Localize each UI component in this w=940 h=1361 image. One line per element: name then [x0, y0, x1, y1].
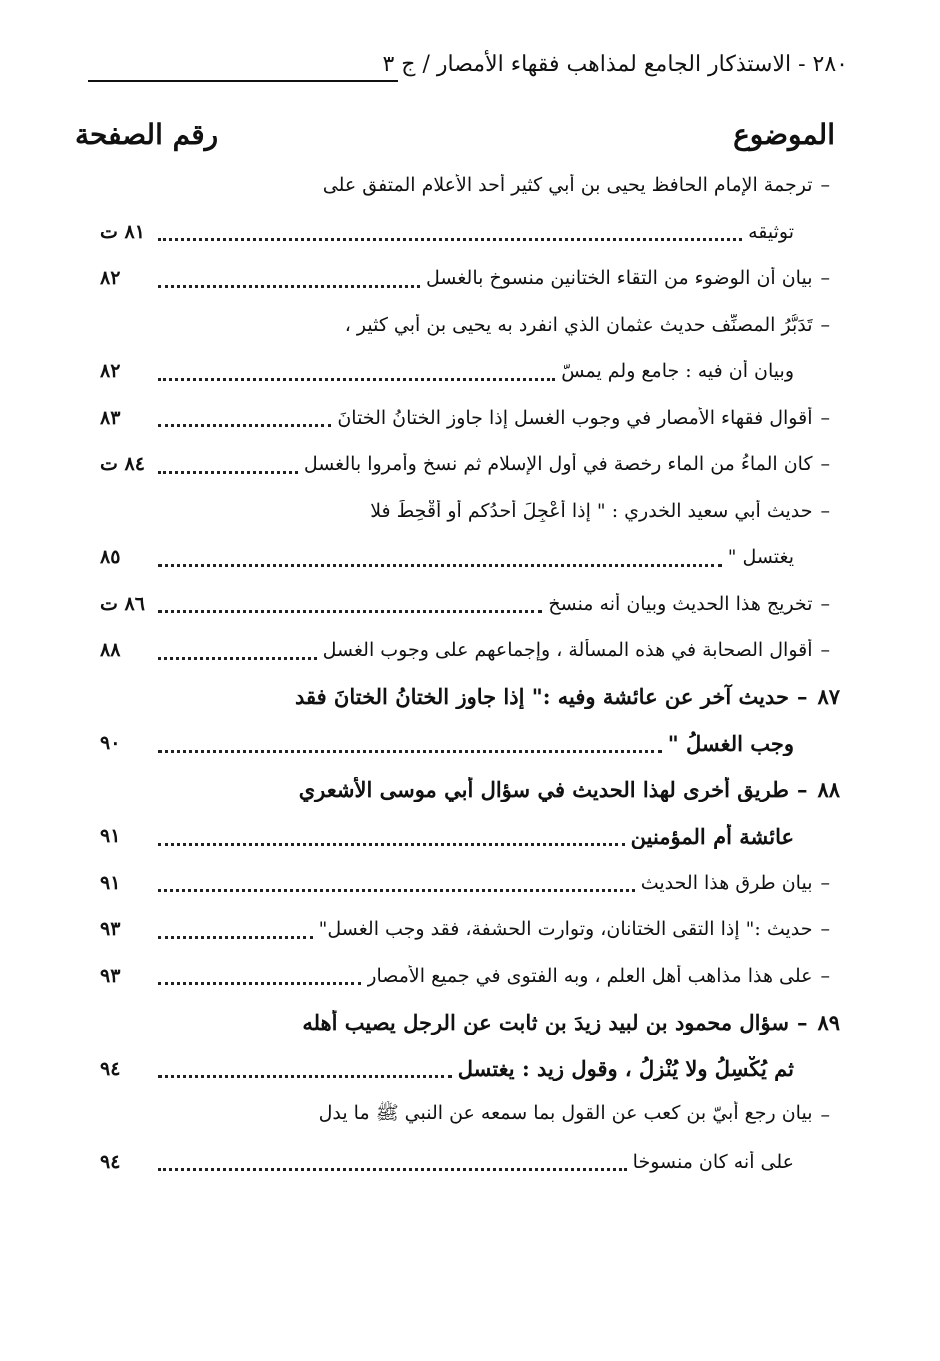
dot-leader — [158, 236, 742, 241]
toc-line — [100, 674, 840, 721]
column-headings — [75, 118, 835, 158]
entry-dash: – — [820, 964, 830, 987]
entry-dash: – — [796, 1009, 808, 1035]
toc-line — [100, 767, 840, 814]
dot-leader — [158, 608, 542, 613]
dot-leader — [158, 887, 635, 892]
entry-text: بيان أن الوضوء من التقاء الختانين منسوخ بالغسل — [426, 267, 813, 290]
toc-line — [100, 441, 840, 488]
dot-leader — [158, 422, 331, 427]
dot-leader — [158, 562, 722, 567]
dot-leader — [158, 980, 361, 985]
toc-line — [100, 720, 840, 767]
entry-text: حديث آخر عن عائشة وفيه :" إذا جاوز الختانُ الختانَ فقد — [294, 684, 789, 710]
page-number: ٨٥ — [100, 546, 121, 569]
entry-text: عائشة أم المؤمنين — [630, 823, 794, 849]
page-number: ٨٦ ت — [100, 592, 145, 615]
toc-line — [100, 1046, 840, 1093]
page-number: ٩٤ — [100, 1150, 121, 1173]
dot-leader — [158, 655, 317, 660]
dot-leader — [158, 934, 313, 939]
page-number: ٨٤ ت — [100, 453, 145, 476]
page-number: ٩١ — [100, 825, 121, 848]
entry-text: على هذا مذاهب أهل العلم ، وبه الفتوى في جميع الأمصار — [367, 964, 813, 987]
page-number: ٩١ — [100, 871, 121, 894]
dot-leader — [158, 1073, 452, 1078]
entry-dash: – — [796, 684, 808, 710]
entry-dash: – — [820, 918, 830, 941]
page-number: ٨٨ — [100, 639, 121, 662]
toc-line — [100, 395, 840, 442]
entry-dash: – — [820, 174, 830, 197]
entry-text: سؤال محمود بن لبيد زيدَ بن ثابت عن الرجل يصيب أهله — [302, 1009, 789, 1035]
page-number: ٩٣ — [100, 918, 121, 941]
toc-line — [100, 581, 840, 628]
entry-text: توثيقه — [748, 220, 794, 243]
dot-leader — [158, 469, 298, 474]
entry-dash: – — [820, 592, 830, 615]
entry-text: كان الماءُ من الماء رخصة في أول الإسلام ثم نسخ وأمروا بالغسل — [303, 453, 813, 476]
entry-dash: – — [820, 871, 830, 894]
entry-text: تَدَبُّرُ المصنِّف حديث عثمان الذي انفرد به يحيى بن أبي كثير ، — [344, 313, 813, 336]
entry-text: وجب الغسلُ " — [667, 730, 794, 756]
entry-dash: – — [820, 267, 830, 290]
toc-line — [100, 999, 840, 1046]
toc-line — [100, 348, 840, 395]
entry-number: ٨٧ — [817, 684, 840, 710]
page-number: ٨٣ — [100, 406, 121, 429]
entry-number: ٨٩ — [817, 1009, 840, 1035]
running-header — [88, 52, 848, 92]
toc-line — [100, 1139, 840, 1186]
entry-text: بيان طرق هذا الحديث — [640, 871, 813, 894]
entry-text: ثم يُكْسِلُ ولا يُنْزِلُ ، وقول زيد : يغتسل — [457, 1056, 794, 1082]
toc-entries — [100, 162, 840, 1185]
toc-line — [100, 906, 840, 953]
entry-number: ٨٨ — [817, 777, 840, 803]
entry-text: أقوال الصحابة في هذه المسألة ، وإجماعهم على وجوب الغسل — [322, 639, 813, 662]
page-number: ٩٤ — [100, 1057, 121, 1080]
dot-leader — [158, 1166, 627, 1171]
page-number: ٩٣ — [100, 964, 121, 987]
page-number: ٨١ ت — [100, 220, 145, 243]
toc-line — [100, 162, 840, 209]
page-column-heading: رقم الصفحة — [75, 118, 219, 151]
entry-text: حديث :" إذا التقى الختانان، وتوارت الحشفة، فقد وجب الغسل" — [318, 918, 813, 941]
dot-leader — [158, 841, 625, 846]
toc-line — [100, 1092, 840, 1139]
toc-line — [100, 813, 840, 860]
entry-text: طريق أخرى لهذا الحديث في سؤال أبي موسى الأشعري — [298, 777, 789, 803]
entry-dash: – — [820, 406, 830, 429]
entry-dash: – — [820, 453, 830, 476]
toc-line — [100, 534, 840, 581]
entry-text: وبيان أن فيه : جامع ولم يمسّ — [561, 360, 794, 383]
entry-text: على أنه كان منسوخا — [632, 1150, 794, 1173]
toc-line — [100, 302, 840, 349]
toc-line — [100, 953, 840, 1000]
header-rule — [88, 80, 398, 82]
entry-text: ترجمة الإمام الحافظ يحيى بن أبي كثير أحد الأعلام المتفق على — [322, 174, 813, 197]
entry-dash: – — [820, 313, 830, 336]
topic-column-heading: الموضوع — [733, 118, 835, 151]
entry-dash: – — [820, 639, 830, 662]
toc-line — [100, 860, 840, 907]
toc-line — [100, 488, 840, 535]
entry-text: يغتسل " — [727, 546, 794, 569]
page-number: ٨٢ — [100, 267, 121, 290]
entry-text: أقوال فقهاء الأمصار في وجوب الغسل إذا جاوز الختانُ الختانَ — [337, 406, 813, 429]
running-title: ٢٨٠ - الاستذكار الجامع لمذاهب فقهاء الأمصار / ج ٣ — [382, 52, 848, 77]
page-number: ٨٢ — [100, 360, 121, 383]
entry-text: تخريج هذا الحديث وبيان أنه منسخ — [548, 592, 813, 615]
toc-line — [100, 627, 840, 674]
page-number: ٩٠ — [100, 732, 121, 755]
entry-dash: – — [820, 1104, 830, 1127]
dot-leader — [158, 748, 662, 753]
toc-line — [100, 209, 840, 256]
dot-leader — [158, 376, 555, 381]
toc-line — [100, 255, 840, 302]
entry-text: حديث أبي سعيد الخدري : " إذا أُعْجِلَ أحدُكم أو أُقْحِطَ فلا — [370, 499, 813, 522]
entry-dash: – — [820, 499, 830, 522]
entry-dash: – — [796, 777, 808, 803]
entry-text: بيان رجع أُبيّ بن كعب عن القول بما سمعه عن النبي ﷺ ما يدل — [318, 1102, 813, 1125]
dot-leader — [158, 283, 420, 288]
